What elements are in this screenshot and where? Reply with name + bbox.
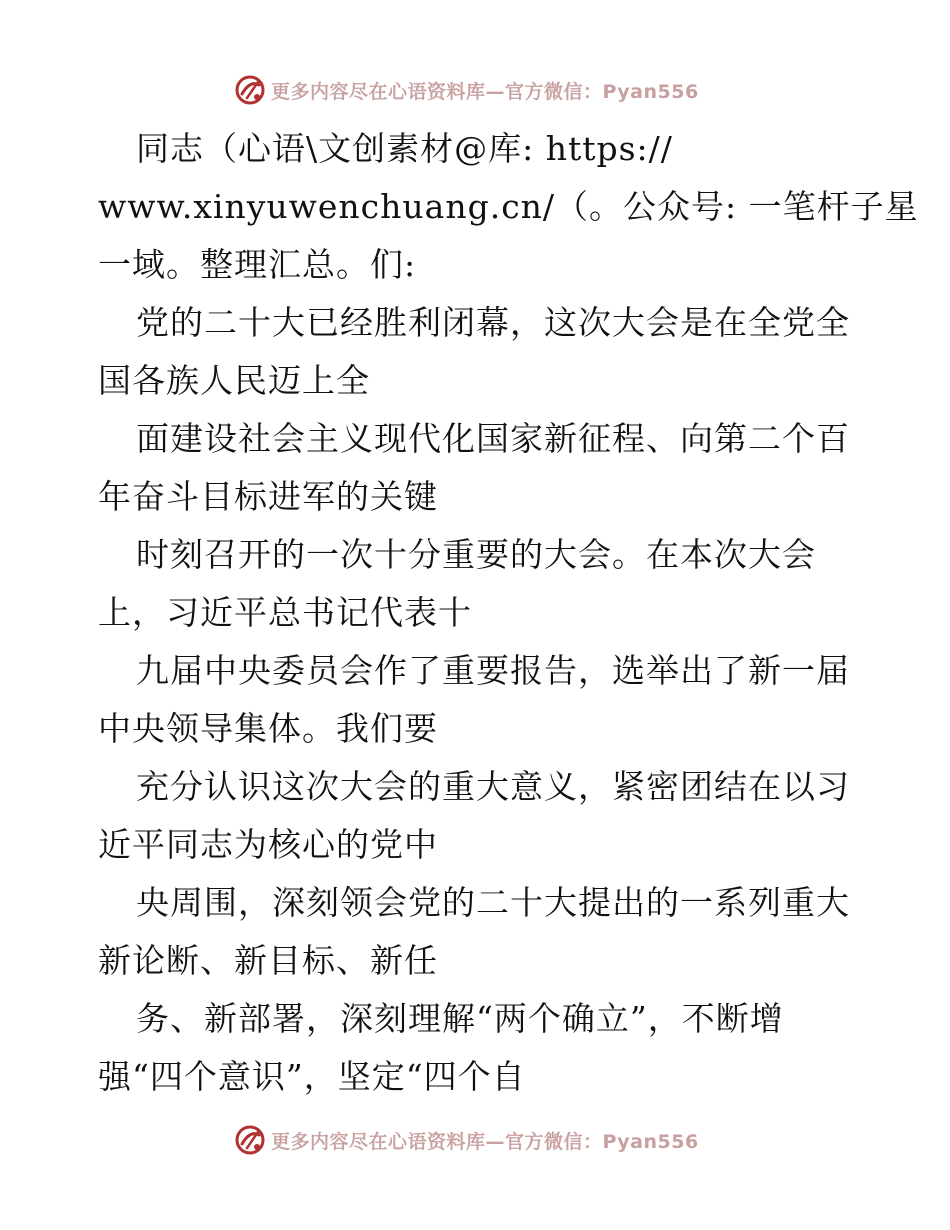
brand-logo-icon (233, 73, 267, 107)
text-line: 党的二十大已经胜利闭幕，这次大会是在全党全 (136, 303, 850, 342)
document-body (98, 120, 919, 1106)
text-line: 时刻召开的一次十分重要的大会。在本次大会 (136, 535, 816, 574)
text-line: 充分认识这次大会的重大意义，紧密团结在以习 (136, 767, 850, 806)
text-line: 新论断、新目标、新任 (98, 941, 438, 980)
text-line: 一域。整理汇总。们: (98, 245, 417, 284)
text-line: 同志（心语\文创素材@库: https:// (136, 129, 673, 168)
text-line: 强“四个意识”，坚定“四个自 (98, 1057, 526, 1096)
text-line: 务、新部署，深刻理解“两个确立”，不断增 (136, 999, 784, 1038)
text-line: www.xinyuwenchuang.cn/（。公众号: 一笔杆子星 (98, 187, 919, 226)
text-line: 年奋斗目标进军的关键 (98, 477, 438, 516)
brand-logo-icon (233, 1123, 267, 1157)
footer-banner (233, 1122, 699, 1158)
text-line: 近平同志为核心的党中 (98, 825, 438, 864)
text-line: 国各族人民迈上全 (98, 361, 370, 400)
header-banner-text: 更多内容尽在心语资料库—官方微信：Pyan556 (271, 80, 699, 103)
text-line: 九届中央委员会作了重要报告，选举出了新一届 (136, 651, 850, 690)
text-line: 上，习近平总书记代表十 (98, 593, 472, 632)
text-line: 央周围，深刻领会党的二十大提出的一系列重大 (136, 883, 850, 922)
footer-banner-text: 更多内容尽在心语资料库—官方微信：Pyan556 (271, 1130, 699, 1153)
text-line: 中央领导集体。我们要 (98, 709, 438, 748)
text-line: 面建设社会主义现代化国家新征程、向第二个百 (136, 419, 850, 458)
header-banner (233, 72, 699, 108)
